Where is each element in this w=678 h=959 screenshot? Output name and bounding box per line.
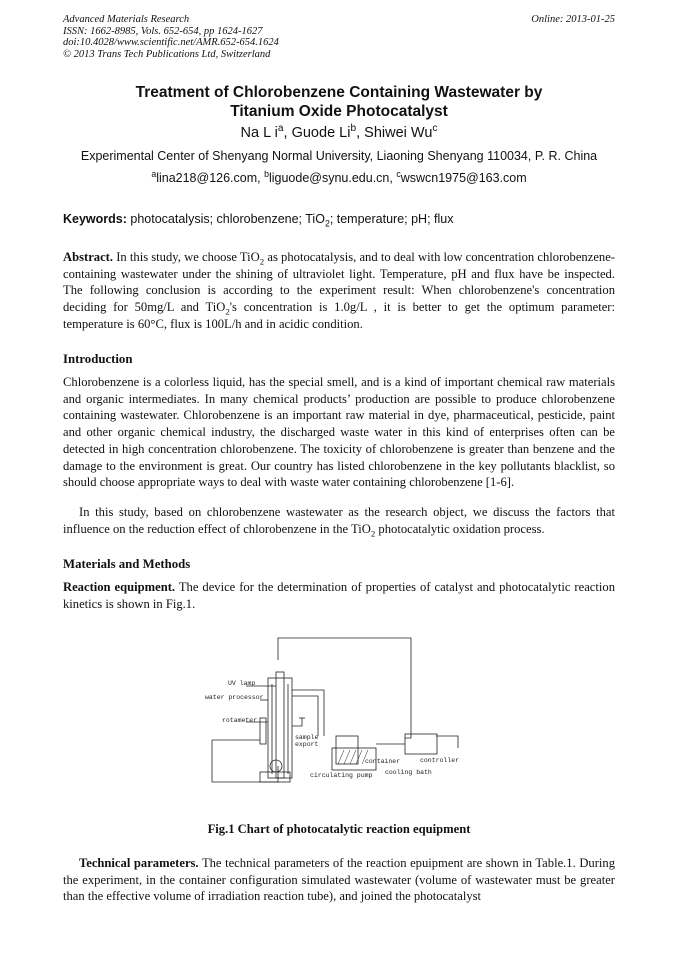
paper-title bbox=[63, 83, 615, 121]
journal-header bbox=[63, 14, 615, 60]
equipment-diagram bbox=[198, 636, 478, 796]
label-uv-lamp: UV lamp bbox=[228, 680, 256, 687]
keywords-text: ; temperature; pH; flux bbox=[329, 212, 454, 226]
label-controller: controller bbox=[420, 757, 460, 764]
container bbox=[336, 736, 358, 764]
bath-hatching bbox=[338, 750, 368, 764]
label-circulating-pump: circulating pump bbox=[310, 772, 373, 779]
return-pipe bbox=[278, 638, 411, 738]
figure-caption: Fig.1 Chart of photocatalytic reaction equipment bbox=[207, 822, 471, 836]
abstract-sub: 2 bbox=[225, 306, 230, 317]
cooling-bath bbox=[332, 748, 376, 770]
keywords-text: photocatalysis; chlorobenzene; TiO bbox=[126, 212, 325, 226]
affiliation: Experimental Center of Shenyang Normal University, Liaoning Shenyang 110034, P. R. China bbox=[80, 149, 598, 163]
email-link[interactable]: wswcn1975@163.com bbox=[400, 171, 527, 185]
abstract bbox=[63, 249, 615, 333]
label-rotameter: rotameter bbox=[222, 717, 258, 724]
author-sup: b bbox=[350, 123, 357, 135]
author-sup: a bbox=[277, 123, 284, 135]
label-container: container bbox=[365, 758, 401, 765]
sample-export-tube bbox=[292, 718, 302, 726]
keywords-sub: 2 bbox=[324, 218, 330, 229]
introduction-paragraph: Chlorobenzene is a colorless liquid, has the special smell, and is a kind of important chemical raw materials and organic intermediates. In many chemical products’ production are possible to produce chlorobenzene containing wastewater. Chlorobenzene is an important raw material in dye, pharmaceutical, pesticide, paint and other organic chemical industry, the discharged waste water in this kind of enterprises often can be detected in high concentration chlorobenzene. The toxicity of chlorobenzene is greater than benzene and the damage to the environment is great. Our country has listed chlorobenzene in the key pollutants blacklist, so should choose appropriate ways to deal with waste water containing chlorobenzene [1-6]. bbox=[63, 375, 615, 490]
issn-line: ISSN: 1662-8985, Vols. 652-654, pp 1624-1627 bbox=[63, 25, 263, 37]
email-sup: a bbox=[151, 168, 157, 179]
feed-pipe bbox=[292, 690, 324, 736]
title-line-1: Treatment of Chlorobenzene Containing Wastewater by bbox=[135, 84, 543, 101]
section-heading-methods: Materials and Methods bbox=[63, 557, 191, 571]
abstract-text: 's concentration is 1.0g/L , it is better to get the optimum parameter: temperature is 60°C, flux is 100L/h and in acidic condition. bbox=[63, 300, 616, 331]
author-name: Na L i bbox=[240, 125, 278, 141]
online-date: Online: 2013-01-25 bbox=[531, 14, 615, 25]
abstract-text: as photocatalysis, and to deal with low concentration chlorobenzene-containing wastewater under the shining of ultraviolet light. Temperature, pH and flux have be inspected. The following conclusion is according to the experiment result: When chlorobenzene's concentration deciding for 50mg/L and TiO bbox=[63, 250, 615, 315]
paragraph-sub: 2 bbox=[370, 528, 376, 539]
email-sup: b bbox=[264, 168, 269, 179]
technical-parameters-paragraph bbox=[63, 855, 615, 905]
author-name: Shiwei Wu bbox=[364, 125, 433, 141]
copyright-line: © 2013 Trans Tech Publications Ltd, Switzerland bbox=[63, 48, 271, 60]
reaction-equipment-label: Reaction equipment. bbox=[63, 580, 176, 594]
title-line-2: Titanium Oxide Photocatalyst bbox=[230, 103, 448, 120]
reaction-equipment-paragraph bbox=[63, 579, 615, 612]
email-link[interactable]: lina218@126.com bbox=[156, 171, 258, 185]
reactor-tube-inner bbox=[276, 672, 284, 778]
abstract-label: Abstract. bbox=[63, 250, 114, 264]
section-heading-introduction: Introduction bbox=[63, 352, 133, 366]
label-water-processor: water processor bbox=[205, 694, 264, 701]
author-list: Na L $i^a$, Guode Li$^b$, Shiwei Wu$^c$ bbox=[240, 123, 438, 141]
abstract-sub: 2 bbox=[259, 256, 265, 267]
keywords bbox=[63, 212, 615, 229]
label-export: export bbox=[295, 741, 319, 748]
label-cooling-bath: cooling bath bbox=[385, 769, 432, 776]
controller-box bbox=[405, 734, 437, 754]
technical-parameters-label: Technical parameters. bbox=[79, 856, 199, 870]
paragraph-text: The technical parameters of the reaction epuipment are shown in Table.1. During the experiment, in the container configuration simulated wastewater (volume of wastewater must be greater than the effective volume of irradiation reaction tube), and joined the photocatalyst bbox=[63, 856, 616, 904]
email-sup: c bbox=[396, 168, 401, 179]
introduction-paragraph-2 bbox=[63, 504, 615, 537]
author-name: Guode Li bbox=[291, 125, 351, 141]
email-list: $^a$lina218@126.com, $^b$liguode@synu.edu.cn, $^c$wswcn1975@163.com bbox=[151, 168, 527, 185]
author-sup: c bbox=[432, 123, 438, 135]
paragraph-text: In this study, based on chlorobenzene wastewater as the research object, we discuss the factors that influence on the reduction effect of chlorobenzene in the TiO bbox=[63, 505, 615, 536]
abstract-text: In this study, we choose TiO bbox=[113, 250, 260, 264]
journal-name: Advanced Materials Research bbox=[63, 14, 190, 25]
paragraph-text: photocatalytic oxidation process. bbox=[375, 521, 545, 536]
email-link[interactable]: liguode@synu.edu.cn bbox=[268, 171, 390, 185]
doi-line: doi:10.4028/www.scientific.net/AMR.652-654.1624 bbox=[63, 37, 279, 49]
pipe-to-controller bbox=[436, 736, 458, 748]
label-sample: sample bbox=[295, 734, 319, 741]
keywords-label: Keywords: bbox=[63, 212, 127, 226]
paragraph-text: The device for the determination of properties of catalyst and photocatalytic reaction kinetics is shown in Fig.1. bbox=[63, 580, 615, 611]
